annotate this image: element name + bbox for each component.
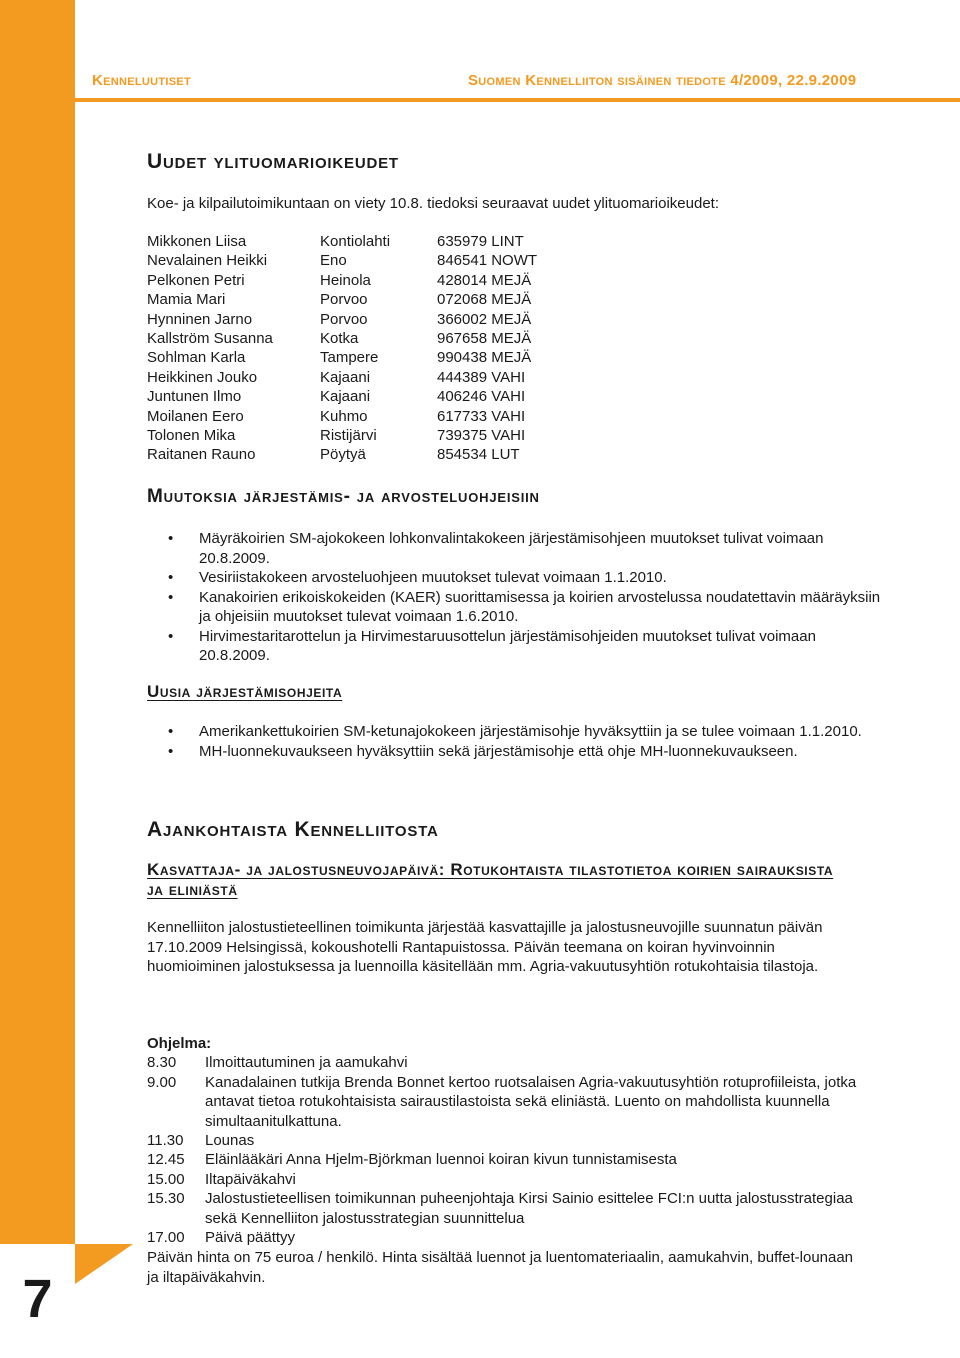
section-title-judges: Uudet ylituomarioikeudet <box>147 150 399 173</box>
judge-city: Kuhmo <box>320 407 368 425</box>
program-time: 15.00 <box>147 1170 185 1188</box>
changes-list <box>165 529 885 666</box>
price-info: Päivän hinta on 75 euroa / henkilö. Hinta sisältää luennot ja luentomateriaalin, aamukahvin, buffet-lounaan ja iltapäiväkahvin. <box>147 1249 854 1286</box>
page-number: 7 <box>22 1269 53 1329</box>
program-time: 15.30 <box>147 1190 185 1208</box>
judge-name: Hynninen Jarno <box>147 310 253 328</box>
table-row <box>147 251 537 270</box>
program-item <box>147 1170 885 1189</box>
judge-name: Kallström Susanna <box>147 329 273 347</box>
judge-name: Nevalainen Heikki <box>147 252 268 270</box>
judge-city: Heinola <box>320 271 371 289</box>
judge-city: Porvoo <box>320 310 368 328</box>
judge-code: 428014 MEJÄ <box>437 271 532 289</box>
judges-table <box>147 232 537 465</box>
table-row <box>147 329 537 348</box>
judge-name: Mikkonen Liisa <box>147 233 247 250</box>
header-rule <box>75 98 960 102</box>
new-rules-list <box>165 722 885 761</box>
header-right: Suomen Kennelliiton sisäinen tiedote 4/2009, 22.9.2009 <box>468 72 857 89</box>
program-time: 8.30 <box>147 1054 177 1072</box>
program-time: 11.30 <box>147 1132 184 1150</box>
judge-code: 366002 MEJÄ <box>437 310 532 328</box>
list-item: • Amerikankettukoirien SM-ketunajokokeen järjestämisohje hyväksyttiin ja se tulee voimaan 1.1.2010. <box>165 722 885 742</box>
list-item: • MH-luonnekuvaukseen hyväksyttiin sekä järjestämisohje että ohje MH-luonnekuvaukseen. <box>165 742 885 762</box>
judge-city: Ristijärvi <box>320 426 377 444</box>
judge-name: Pelkonen Petri <box>147 271 245 289</box>
list-item: • Kanakoirien erikoiskokeiden (KAER) suorittamisessa ja koirien arvostelussa noudatettavin määräyksiin ja ohjeisiin muutokset tulevat voimaan 1.6.2010. <box>165 588 885 627</box>
judge-name: Tolonen Mika <box>147 426 236 444</box>
program-time: 9.00 <box>147 1073 177 1091</box>
table-row <box>147 310 537 329</box>
judge-city: Kontiolahti <box>320 233 391 250</box>
table-row <box>147 232 537 251</box>
program-text: Päivä päättyy <box>205 1229 296 1247</box>
program-item <box>147 1228 885 1247</box>
program-text: Jalostustieteellisen toimikunnan puheenjohtaja Kirsi Sainio esittelee FCI:n uutta jalostusstrategiaa sekä Kennelliiton jalostusstrategian suunnittelua <box>205 1190 853 1227</box>
table-row <box>147 290 537 309</box>
judge-code: 846541 NOWT <box>437 252 538 270</box>
table-row <box>147 387 537 406</box>
program-time: 12.45 <box>147 1151 185 1169</box>
judge-code: 739375 VAHI <box>437 426 526 444</box>
judge-city: Kajaani <box>320 368 371 386</box>
program-text: Eläinlääkäri Anna Hjelm-Björkman luennoi koiran kivun tunnistamisesta <box>205 1151 677 1169</box>
program-text: Ilmoittautuminen ja aamukahvi <box>205 1054 408 1072</box>
list-item: • Vesiriistakokeen arvosteluohjeen muutokset tulevat voimaan 1.1.2010. <box>165 568 885 588</box>
judge-code: 617733 VAHI <box>437 407 526 425</box>
section-title-changes: Muutoksia järjestämis- ja arvosteluohjeisiin <box>147 486 540 507</box>
list-item: • Hirvimestaritarottelun ja Hirvimestaruusottelun järjestämisohjeiden muutokset tulivat voimaan 20.8.2009. <box>165 627 885 666</box>
program-item <box>147 1053 885 1072</box>
program-item <box>147 1189 885 1228</box>
table-row <box>147 348 537 367</box>
section-intro: Koe- ja kilpailutoimikuntaan on viety 10.8. tiedoksi seuraavat uudet ylituomarioikeudet: <box>147 195 719 212</box>
event-description: Kennelliiton jalostustieteellinen toimikunta järjestää kasvattajille ja jalostusneuvojille suunnatun päivän 17.10.2009 Helsingissä, kokoushotelli Rantapuistossa. Päivän teemana on koiran hyvinvoinnin huomioiminen jalostuksessa ja luennoilla käsitellään mm. Agria-vakuutusyhtiön rotukohtaisia tilastoja. <box>147 919 823 975</box>
header-left: Kenneluutiset <box>92 72 192 89</box>
judge-code: 444389 VAHI <box>437 368 526 386</box>
judge-code: 635979 LINT <box>437 233 524 250</box>
judge-city: Eno <box>320 252 347 270</box>
judge-name: Sohlman Karla <box>147 349 246 367</box>
program-time: 17.00 <box>147 1229 185 1247</box>
judge-name: Juntunen Ilmo <box>147 388 242 406</box>
judge-city: Porvoo <box>320 291 368 309</box>
judge-city: Kajaani <box>320 388 371 406</box>
judge-code: 406246 VAHI <box>437 388 526 406</box>
judge-code: 854534 LUT <box>437 446 520 464</box>
judge-city: Kotka <box>320 329 359 347</box>
judge-code: 072068 MEJÄ <box>437 291 532 309</box>
judge-name: Raitanen Rauno <box>147 446 256 464</box>
judge-name: Moilanen Eero <box>147 407 244 425</box>
event-subtitle: Kasvattaja- ja jalostusneuvojapäivä: Rotukohtaista tilastotietoa koirien sairauksista ja eliniästä <box>147 860 834 899</box>
program-text: Iltapäiväkahvi <box>205 1170 296 1188</box>
section-title-current: Ajankohtaista Kennelliitosta <box>147 818 439 841</box>
table-row <box>147 445 537 464</box>
program-item <box>147 1073 885 1131</box>
table-row <box>147 368 537 387</box>
judge-code: 967658 MEJÄ <box>437 329 532 347</box>
judge-name: Heikkinen Jouko <box>147 368 258 386</box>
judge-name: Mamia Mari <box>147 291 226 309</box>
orange-side-bar <box>0 0 75 1358</box>
program <box>147 1034 885 1247</box>
program-title: Ohjelma: <box>147 1035 212 1052</box>
judge-city: Pöytyä <box>320 446 366 464</box>
corner-triangle <box>75 1244 133 1284</box>
table-row <box>147 407 537 426</box>
judge-city: Tampere <box>320 349 379 367</box>
program-item <box>147 1150 885 1169</box>
program-text: Kanadalainen tutkija Brenda Bonnet kertoo ruotsalaisen Agria-vakuutusyhtiön rotuprofiileista, jotka antavat tietoa rotukohtaisista sairaustilastoista sekä eliniästä. Luento on mahdollista kuunnella simultaanitulkattuna. <box>205 1073 857 1130</box>
table-row <box>147 271 537 290</box>
section-title-new-rules: Uusia järjestämisohjeita <box>147 682 343 701</box>
program-item <box>147 1131 885 1150</box>
judge-code: 990438 MEJÄ <box>437 349 532 367</box>
list-item: • Mäyräkoirien SM-ajokokeen lohkonvalintakokeen järjestämisohjeen muutokset tulivat voimaan 20.8.2009. <box>165 529 885 568</box>
program-text: Lounas <box>205 1132 255 1150</box>
table-row <box>147 426 537 445</box>
